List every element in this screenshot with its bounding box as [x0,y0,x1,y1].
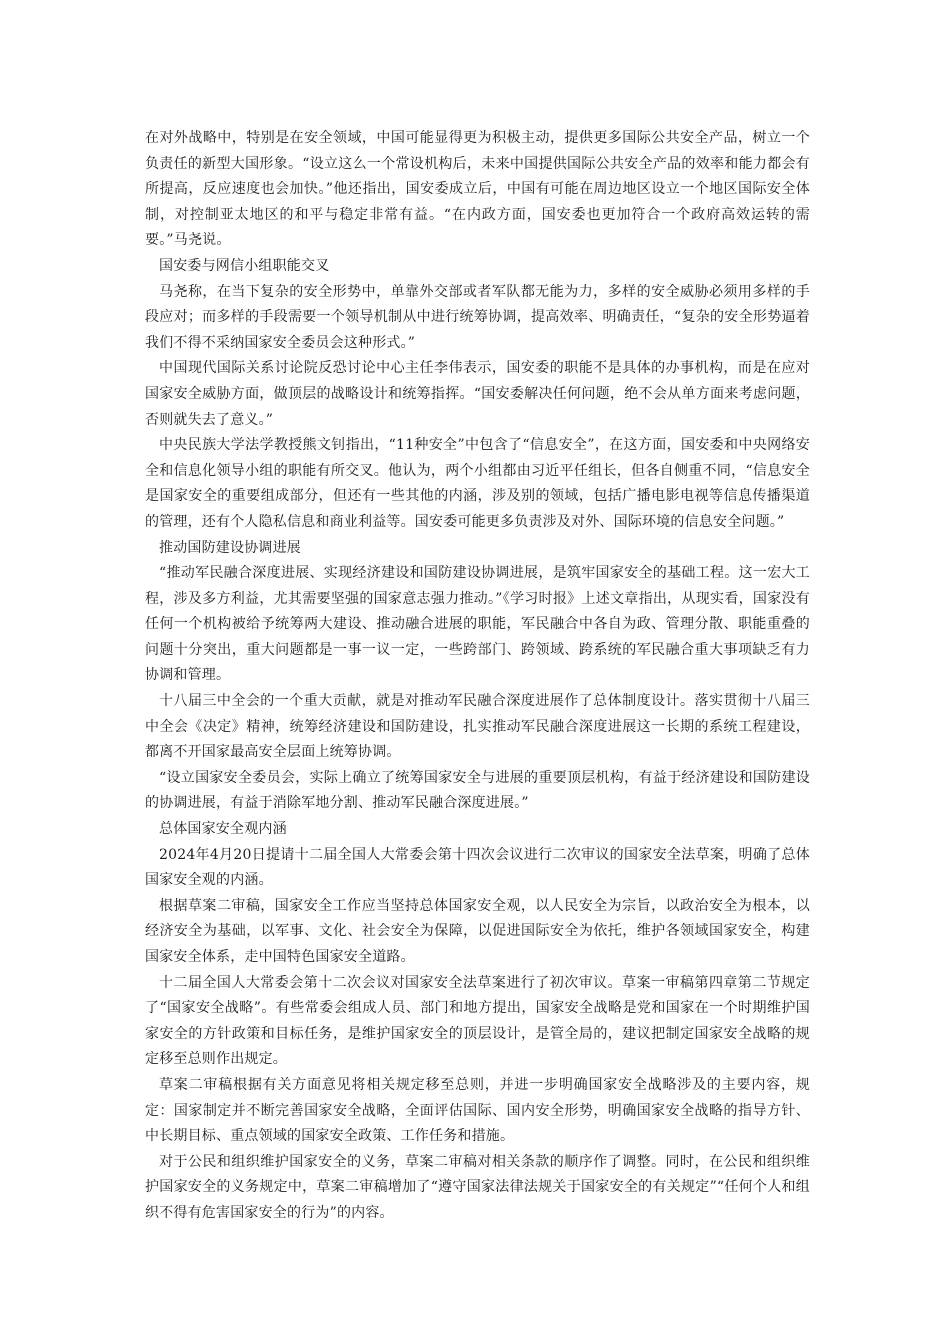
paragraph-6: 十八届三中全会的一个重大贡献，就是对推动军民融合深度进展作了总体制度设计。落实贯彻十八届三中全会《决定》精神，统筹经济建设和国防建设，扎实推动军民融合深度进展这一长期的系统工程建设，都离不开国家最高安全层面上统筹协调。 [145,693,810,761]
section-heading-nsc-cyber: 国安委与网信小组职能交叉 [159,257,330,274]
section-heading-defense: 推动国防建设协调进展 [159,539,301,556]
paragraph-1: 在对外战略中，特别是在安全领域，中国可能显得更为积极主动，提供更多国际公共安全产品，树立一个负责任的新型大国形象。“设立这么一个常设机构后，未来中国提供国际公共安全产品的效率和能力都会有所提高，反应速度也会加快。”他还指出，国安委成立后，中国有可能在周边地区设立一个地区国际安全体制，对控制亚太地区的和平与稳定非常有益。“在内政方面，国安委也更加符合一个政府高效运转的需要。”马尧说。 [145,130,810,249]
paragraph-8: 2024年4月20日提请十二届全国人大常委会第十四次会议进行二次审议的国家安全法草案，明确了总体国家安全观的内涵。 [145,846,810,889]
paragraph-3: 中国现代国际关系讨论院反恐讨论中心主任李伟表示，国安委的职能不是具体的办事机构，而是在应对国家安全威胁方面，做顶层的战略设计和统筹指挥。“国安委解决任何问题，绝不会从单方面来考虑问题，否则就失去了意义。” [145,360,810,428]
paragraph-4: 中央民族大学法学教授熊文钊指出，“11种安全”中包含了“信息安全”，在这方面，国安委和中央网络安全和信息化领导小组的职能有所交叉。他认为，两个小组都由习近平任组长，但各自侧重不同，“信息安全是国家安全的重要组成部分，但还有一些其他的内涵，涉及别的领域，包括广播电影电视等信息传播渠道的管理，还有个人隐私信息和商业利益等。国安委可能更多负责涉及对外、国际环境的信息安全问题。” [145,437,810,530]
paragraph-11: 草案二审稿根据有关方面意见将相关规定移至总则，并进一步明确国家安全战略涉及的主要内容，规定：国家制定并不断完善国家安全战略，全面评估国际、国内安全形势，明确国家安全战略的指导方针、中长期目标、重点领域的国家安全政策、工作任务和措施。 [145,1076,810,1145]
section-heading-security-concept: 总体国家安全观内涵 [159,821,287,838]
paragraph-9: 根据草案二审稿，国家安全工作应当坚持总体国家安全观，以人民安全为宗旨，以政治安全为根本，以经济安全为基础，以军事、文化、社会安全为保障，以促进国际安全为依托，维护各领域国家安全，构建国家安全体系，走中国特色国家安全道路。 [145,897,810,965]
paragraph-10: 十二届全国人大常委会第十二次会议对国家安全法草案进行了初次审议。草案一审稿第四章第二节规定了“国家安全战略”。有些常委会组成人员、部门和地方提出，国家安全战略是党和国家在一个时期维护国家安全的方针政策和目标任务，是维护国家安全的顶层设计，是管全局的，建议把制定国家安全战略的规定移至总则作出规定。 [145,974,810,1068]
paragraph-12: 对于公民和组织维护国家安全的义务，草案二审稿对相关条款的顺序作了调整。同时，在公民和组织维护国家安全的义务规定中，草案二审稿增加了“遵守国家法律法规关于国家安全的有关规定”“任何个人和组织不得有危害国家安全的行为”的内容。 [145,1153,810,1221]
document-page [145,126,810,1227]
paragraph-2: 马尧称，在当下复杂的安全形势中，单靠外交部或者军队都无能为力，多样的安全威胁必须用多样的手段应对；而多样的手段需要一个领导机制从中进行统筹协调，提高效率、明确责任，“复杂的安全形势逼着我们不得不采纳国家安全委员会这种形式。” [145,283,810,351]
paragraph-5: “推动军民融合深度进展、实现经济建设和国防建设协调进展，是筑牢国家安全的基础工程。这一宏大工程，涉及多方利益，尤其需要坚强的国家意志强力推动。”《学习时报》上述文章指出，从现实看，国家没有任何一个机构被给予统筹两大建设、推动融合进展的职能，军民融合中各自为政、管理分散、职能重叠的问题十分突出，重大问题都是一事一议一定，一些跨部门、跨领域、跨系统的军民融合重大事项缺乏有力协调和管理。 [145,565,810,684]
paragraph-7: “设立国家安全委员会，实际上确立了统筹国家安全与进展的重要顶层机构，有益于经济建设和国防建设的协调进展，有益于消除军地分割、推动军民融合深度进展。” [145,769,810,812]
